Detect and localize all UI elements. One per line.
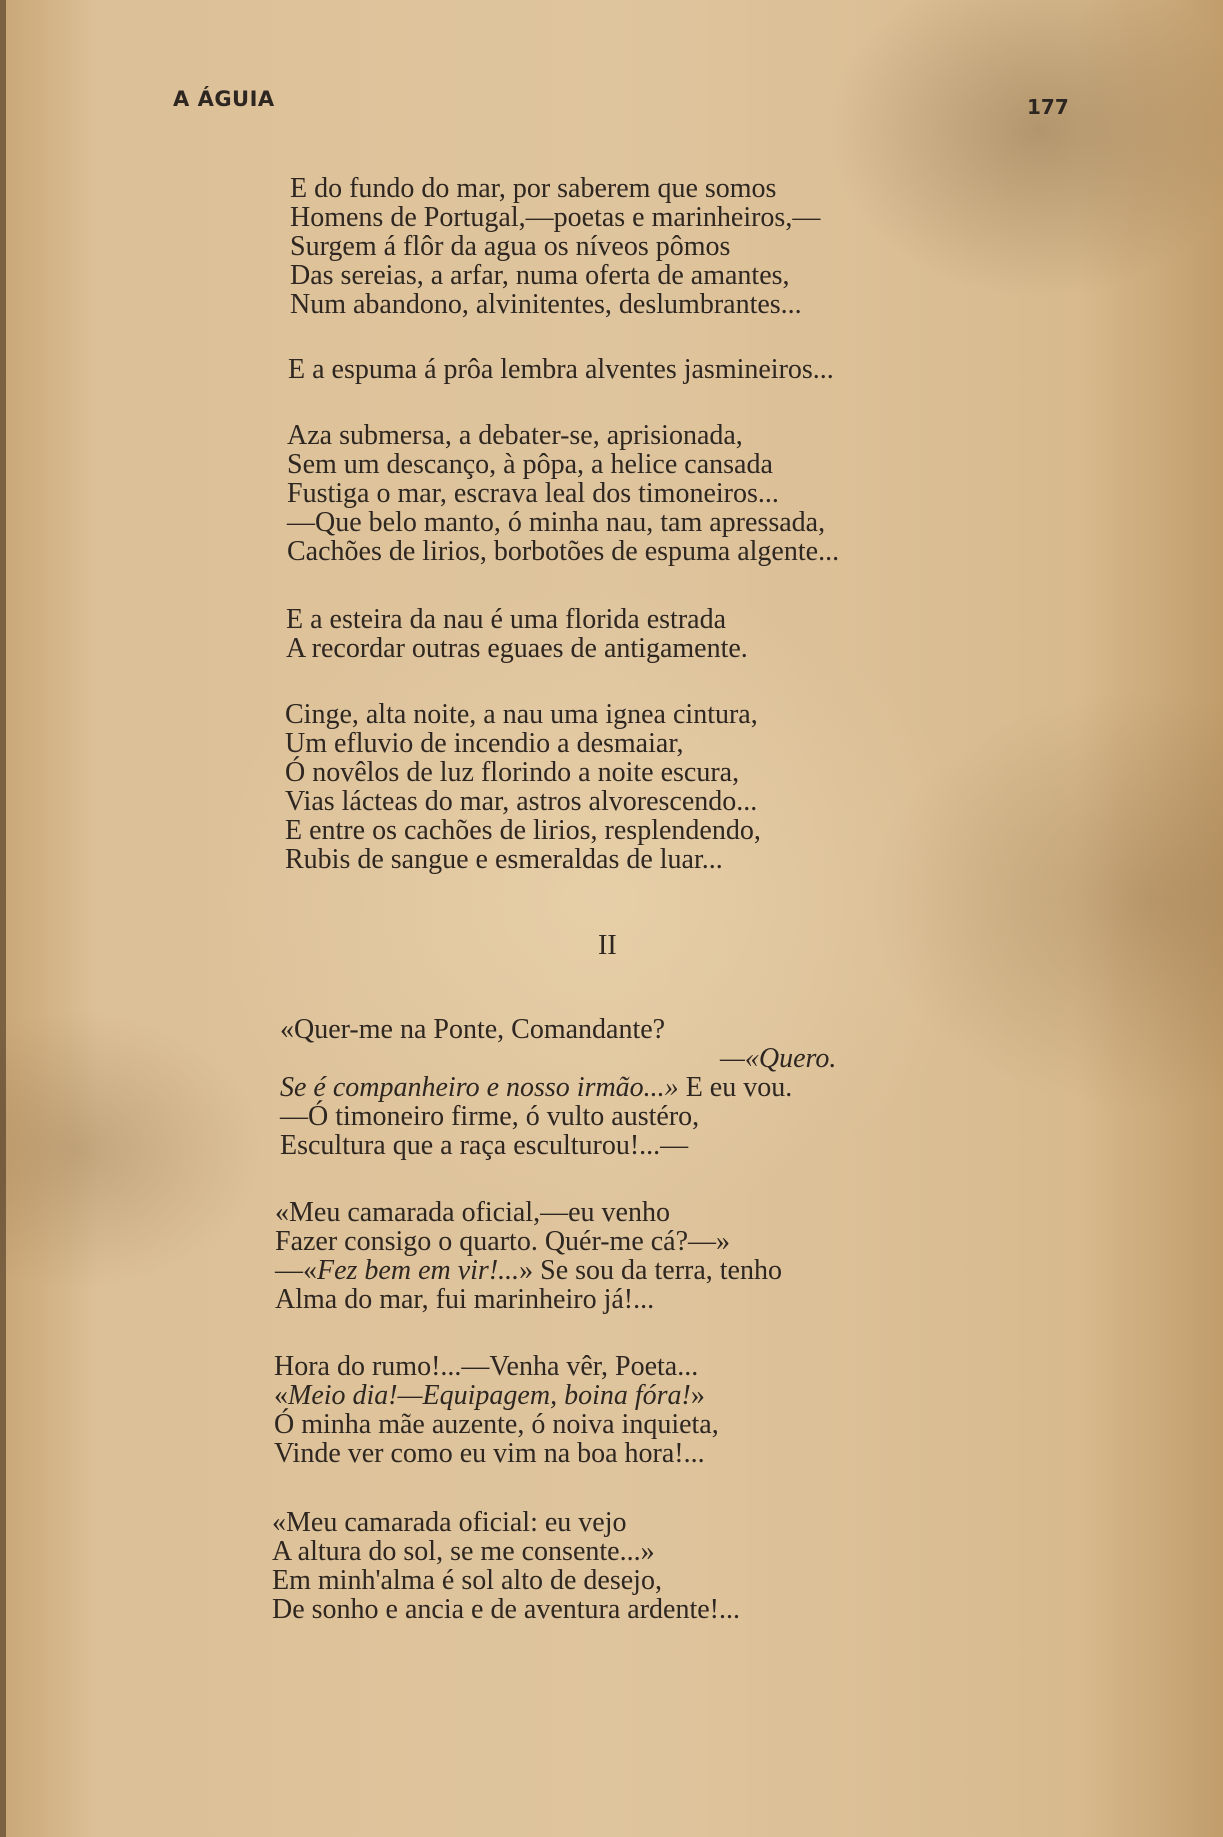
verse-text: « bbox=[274, 1380, 288, 1411]
verse-text: » Se sou da terra, tenho bbox=[519, 1255, 782, 1286]
verse-line: —Que belo manto, ó minha nau, tam apressada, bbox=[287, 507, 826, 538]
verse-line: Em minh'alma é sol alto de desejo, bbox=[272, 1565, 662, 1596]
part-two-stanza-4 bbox=[272, 1508, 740, 1624]
verse-line: E do fundo do mar, por saberem que somos bbox=[290, 173, 777, 204]
verse-line: Escultura que a raça esculturou!...— bbox=[280, 1130, 689, 1161]
part-two-stanza-2 bbox=[275, 1198, 782, 1314]
verse-line: E entre os cachões de lirios, resplendendo, bbox=[285, 815, 761, 846]
verse-line: —«Quero. bbox=[720, 1043, 837, 1074]
verse-line: Rubis de sangue e esmeraldas de luar... bbox=[285, 844, 723, 875]
verse-line: Alma do mar, fui marinheiro já!... bbox=[275, 1284, 655, 1315]
stanza-3 bbox=[287, 421, 839, 566]
verse-line: Sem um descanço, à pôpa, a helice cansada bbox=[287, 449, 773, 480]
verse-line: De sonho e ancia e de aventura ardente!... bbox=[272, 1594, 740, 1625]
verse-line: Hora do rumo!...—Venha vêr, Poeta... bbox=[274, 1351, 699, 1382]
verse-line: Homens de Portugal,—poetas e marinheiros,— bbox=[290, 202, 821, 233]
section-number: II bbox=[598, 930, 617, 961]
page-edge-shadow bbox=[0, 0, 6, 1837]
verse-text: » bbox=[690, 1380, 705, 1411]
verse-line: Vias lácteas do mar, astros alvorescendo... bbox=[285, 786, 758, 817]
verse-line: Ó novêlos de luz florindo a noite escura, bbox=[285, 757, 740, 788]
stanza-5 bbox=[285, 700, 761, 874]
verse-line: Fazer consigo o quarto. Quér-me cá?—» bbox=[275, 1226, 731, 1257]
verse-italic: Fez bem em vir!... bbox=[317, 1255, 520, 1286]
stanza-1 bbox=[290, 174, 820, 319]
stanza-4 bbox=[286, 605, 748, 663]
page-number: 177 bbox=[1027, 95, 1069, 119]
verse-line: Aza submersa, a debater-se, aprisionada, bbox=[287, 420, 743, 451]
verse-italic: Meio dia!—Equipagem, boina fóra! bbox=[288, 1380, 691, 1411]
verse-line: Ó minha mãe auzente, ó noiva inquieta, bbox=[274, 1409, 719, 1440]
verse-line: A altura do sol, se me consente...» bbox=[272, 1536, 655, 1567]
verse-line: «Meu camarada oficial: eu vejo bbox=[272, 1507, 627, 1538]
verse-line: Cachões de lirios, borbotões de espuma algente... bbox=[287, 536, 840, 567]
verse-line bbox=[280, 1073, 836, 1102]
verse-line: Num abandono, alvinitentes, deslumbrantes... bbox=[290, 289, 802, 320]
stanza-2 bbox=[288, 355, 834, 384]
verse-italic: Se é companheiro e nosso irmão...» bbox=[280, 1072, 679, 1103]
verse-line: A recordar outras eguaes de antigamente. bbox=[286, 633, 748, 664]
verse-line: Um efluvio de incendio a desmaiar, bbox=[285, 728, 684, 759]
verse-line: E a espuma á prôa lembra alventes jasmineiros... bbox=[288, 354, 834, 385]
verse-line: Das sereias, a arfar, numa oferta de amantes, bbox=[290, 260, 790, 291]
verse-line: Surgem á flôr da agua os níveos pômos bbox=[290, 231, 731, 262]
verse-text: E eu vou. bbox=[678, 1072, 793, 1103]
verse-line: Vinde ver como eu vim na boa hora!... bbox=[274, 1438, 705, 1469]
running-head: A ÁGUIA bbox=[173, 87, 275, 111]
part-two-stanza-3 bbox=[274, 1352, 719, 1468]
verse-line: E a esteira da nau é uma florida estrada bbox=[286, 604, 727, 635]
verse-line bbox=[274, 1381, 719, 1410]
part-two-stanza-1 bbox=[280, 1015, 836, 1160]
verse-line bbox=[275, 1256, 782, 1285]
verse-line: «Quer-me na Ponte, Comandante? bbox=[280, 1014, 666, 1045]
verse-text: —« bbox=[275, 1255, 317, 1286]
verse-line: —Ó timoneiro firme, ó vulto austéro, bbox=[280, 1101, 700, 1132]
verse-line: Cinge, alta noite, a nau uma ignea cintura, bbox=[285, 699, 758, 730]
verse-line: «Meu camarada oficial,—eu venho bbox=[275, 1197, 670, 1228]
verse-line: Fustiga o mar, escrava leal dos timoneiros... bbox=[287, 478, 779, 509]
